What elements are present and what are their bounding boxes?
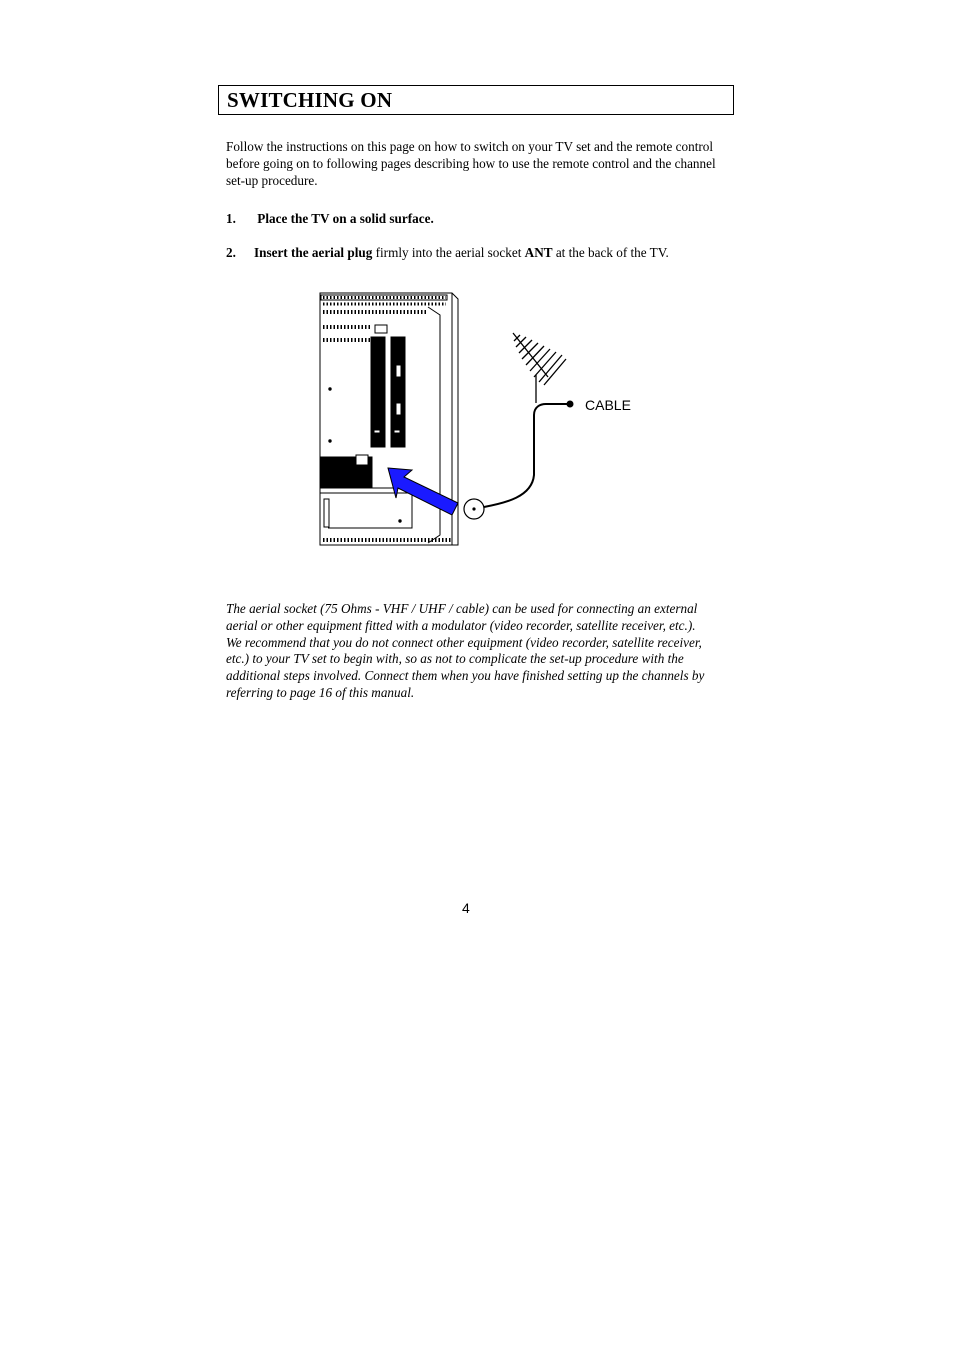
step-2-text: firmly into the aerial socket bbox=[372, 245, 525, 260]
page-number: 4 bbox=[462, 900, 470, 916]
aerial-cable bbox=[484, 404, 568, 507]
aerial-socket-icon bbox=[464, 499, 484, 519]
step-1-text: Place the TV on a solid surface. bbox=[257, 211, 434, 226]
note-paragraph-2: We recommend that you do not connect other equipment (video recorder, satellite receiver, etc.) to your TV set to begin with, so as not to complicate the set-up procedure with the additional steps involved. Connect them when you have finished setting up the channels by referring to page 16 of this manual. bbox=[226, 634, 705, 700]
step-2-number: 2. bbox=[226, 245, 236, 260]
note-paragraph-1: The aerial socket (75 Ohms - VHF / UHF / cable) can be used for connecting an external aerial or other equipment fitted with a modulator (video recorder, satellite receiver, etc.). bbox=[226, 601, 698, 633]
step-2 bbox=[226, 244, 669, 261]
step-2-bold-text: Insert the aerial plug bbox=[254, 245, 373, 260]
page-title: SWITCHING ON bbox=[227, 88, 393, 112]
step-1-number: 1. bbox=[226, 211, 236, 226]
step-1 bbox=[226, 210, 434, 227]
cable-label: CABLE bbox=[585, 397, 631, 413]
section-title-box bbox=[218, 85, 734, 115]
intro-paragraph: Follow the instructions on this page on how to switch on your TV set and the remote control before going on to following pages describing how to use the remote control and the channel set-up procedure. bbox=[226, 139, 716, 188]
step-2-ant-label: ANT bbox=[524, 245, 553, 260]
aerial-socket-note bbox=[226, 601, 726, 702]
antenna-icon bbox=[513, 333, 566, 403]
step-2-text-end: at the back of the TV. bbox=[552, 245, 669, 260]
aerial-connection-illustration bbox=[300, 285, 660, 565]
